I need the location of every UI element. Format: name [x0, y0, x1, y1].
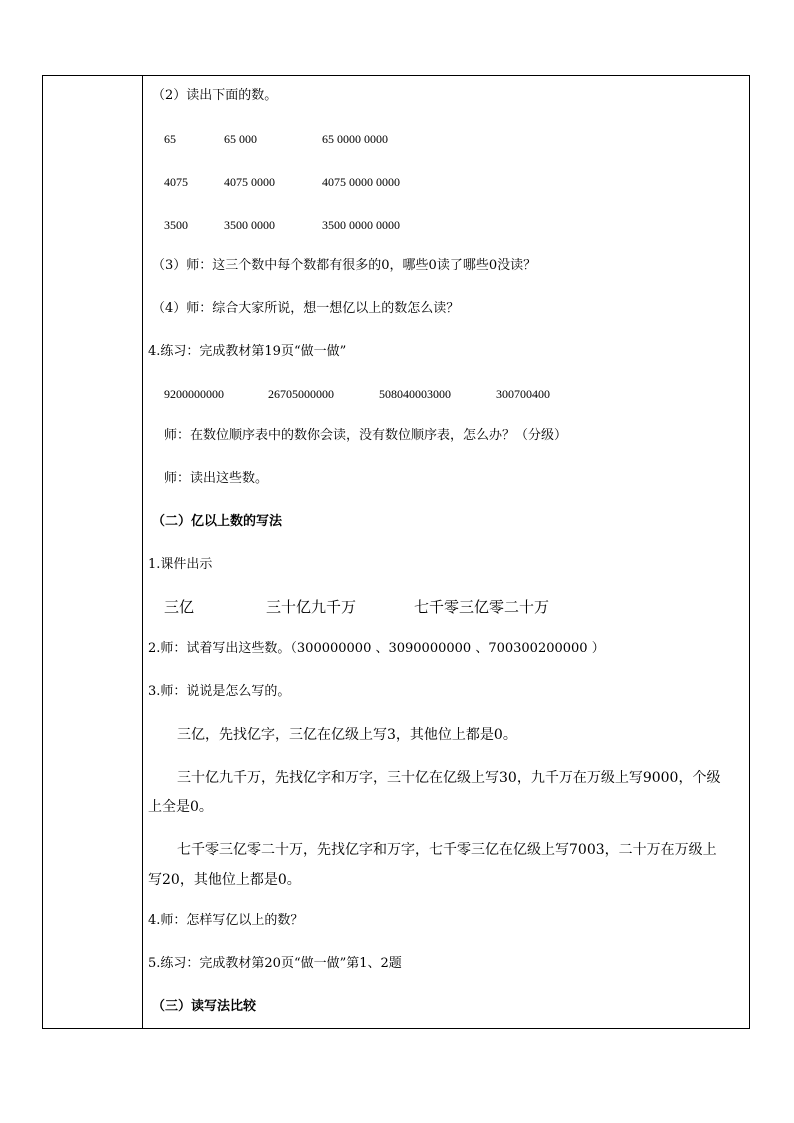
exercise-page-19: 4.练习：完成教材第19页“做一做”	[148, 344, 347, 359]
exercise-number-1: 9200000000	[164, 387, 224, 401]
teacher-read-numbers: 师：读出这些数。	[164, 471, 269, 486]
number-65-0000-0000: 65 0000 0000	[322, 132, 388, 146]
number-3500-0000-0000: 3500 0000 0000	[322, 218, 400, 232]
teacher-question-how-read: （4）师：综合大家所说，想一想亿以上的数怎么读？	[152, 301, 460, 316]
lesson-table	[42, 75, 750, 1029]
exercise-number-3: 508040003000	[379, 387, 451, 401]
courseware-show: 1.课件出示	[148, 557, 213, 572]
number-3500: 3500	[164, 218, 188, 232]
number-65: 65	[164, 132, 176, 146]
section-heading-compare: （三）读写法比较	[152, 999, 257, 1014]
explain-seven-thousand-line2: 写20，其他位上都是0。	[148, 872, 301, 888]
exercise-number-4: 300700400	[496, 387, 550, 401]
cn-number-2: 三十亿九千万	[266, 598, 357, 616]
teacher-how-write-large: 4.师：怎样写亿以上的数？	[148, 913, 304, 928]
number-4075-0000: 4075 0000	[224, 175, 275, 189]
explain-three-yi: 三亿，先找亿字，三亿在亿级上写3，其他位上都是0。	[177, 727, 517, 743]
table-content-cell	[144, 76, 749, 1028]
table-left-column	[43, 76, 143, 1028]
cn-number-3: 七千零三亿零二十万	[414, 598, 550, 616]
explain-thirty-yi-line2: 上全是0。	[148, 799, 213, 815]
number-4075-0000-0000: 4075 0000 0000	[322, 175, 400, 189]
teacher-question-zeros: （3）师：这三个数中每个数都有很多的0，哪些0读了哪些0没读？	[152, 258, 537, 273]
step-read-numbers: （2）读出下面的数。	[152, 88, 278, 103]
teacher-try-write: 2.师：试着写出这些数。（300000000 、3090000000 、700300200000 ）	[148, 641, 605, 656]
exercise-number-2: 26705000000	[268, 387, 334, 401]
number-4075: 4075	[164, 175, 188, 189]
explain-seven-thousand-line1: 七千零三亿零二十万，先找亿字和万字，七千零三亿在亿级上写7003，二十万在万级上	[177, 842, 717, 858]
teacher-how-written: 3.师：说说是怎么写的。	[148, 684, 291, 699]
teacher-question-no-table: 师：在数位顺序表中的数你会读，没有数位顺序表，怎么办？（分级）	[164, 428, 568, 443]
number-65-000: 65 000	[224, 132, 257, 146]
section-heading-writing: （二）亿以上数的写法	[152, 514, 283, 529]
explain-thirty-yi-line1: 三十亿九千万，先找亿字和万字，三十亿在亿级上写30，九千万在万级上写9000，个级	[177, 770, 721, 786]
cn-number-1: 三亿	[164, 598, 195, 616]
number-3500-0000: 3500 0000	[224, 218, 275, 232]
exercise-page-20: 5.练习：完成教材第20页“做一做”第1、2题	[148, 956, 402, 971]
